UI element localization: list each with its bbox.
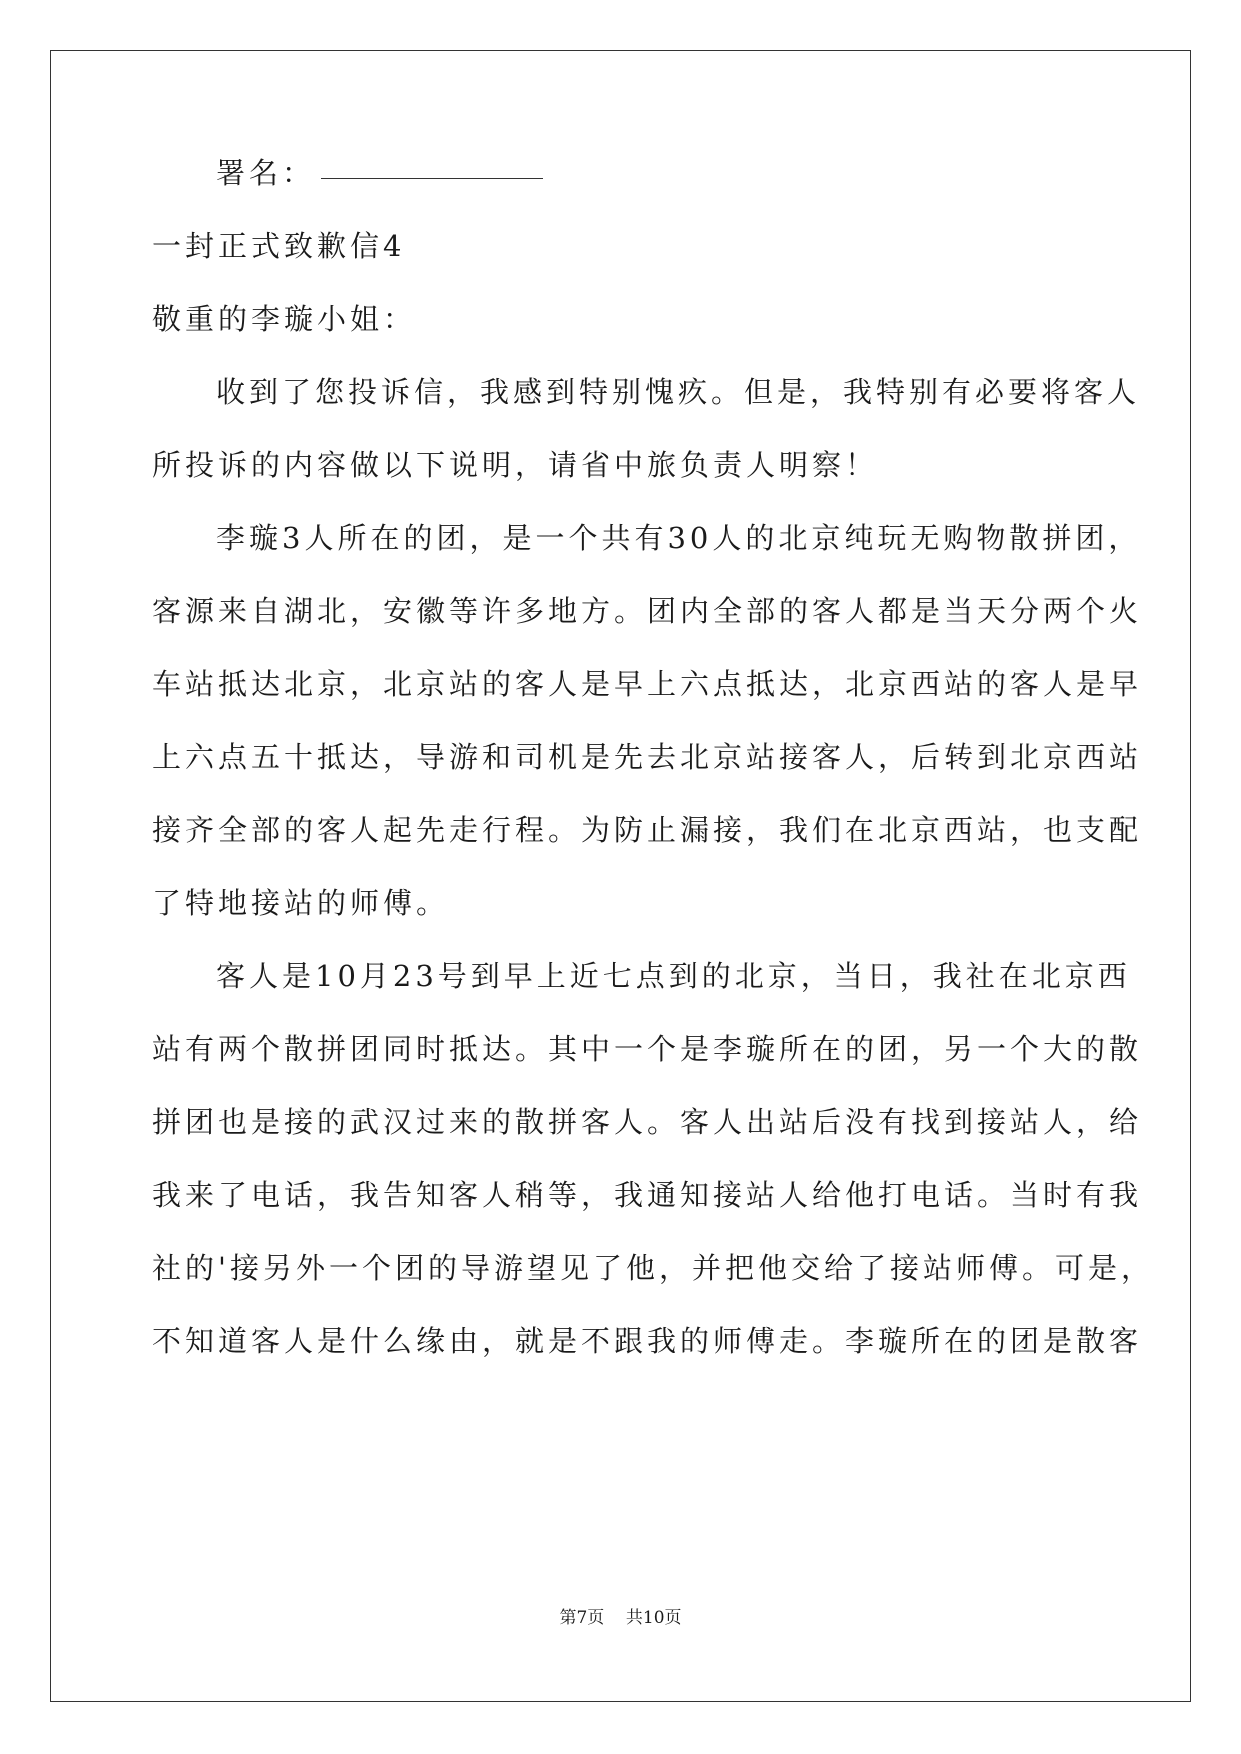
signature-label: 署名： xyxy=(216,156,316,190)
paragraph-line: 车站抵达北京，北京站的客人是早上六点抵达，北京西站的客人是早 xyxy=(152,667,1143,701)
paragraph-line: 客源来自湖北，安徽等许多地方。团内全部的客人都是当天分两个火 xyxy=(152,594,1143,628)
paragraph-line: 接齐全部的客人起先走行程。为防止漏接，我们在北京西站，也支配 xyxy=(152,813,1143,847)
page-border xyxy=(50,50,1191,1702)
signature-row xyxy=(216,153,543,193)
paragraph-line: 上六点五十抵达，导游和司机是先去北京站接客人，后转到北京西站 xyxy=(152,740,1143,774)
paragraph-line: 站有两个散拼团同时抵达。其中一个是李璇所在的团，另一个大的散 xyxy=(152,1032,1143,1066)
paragraph-line: 所投诉的内容做以下说明，请省中旅负责人明察！ xyxy=(152,448,879,482)
paragraph-line: 不知道客人是什么缘由，就是不跟我的师傅走。李璇所在的团是散客 xyxy=(152,1324,1143,1358)
signature-blank xyxy=(321,178,543,179)
paragraph-line: 社的'接另外一个团的导游望见了他，并把他交给了接站师傅。可是， xyxy=(152,1251,1154,1285)
letter-greeting: 敬重的李璇小姐： xyxy=(152,302,417,336)
paragraph-line: 李璇3人所在的团，是一个共有30人的北京纯玩无购物散拼团， xyxy=(216,521,1142,555)
paragraph-line: 了特地接站的师傅。 xyxy=(152,886,450,920)
page-number-footer: 第7页 共10页 xyxy=(559,1608,682,1628)
letter-title: 一封正式致歉信4 xyxy=(152,229,406,263)
paragraph-line: 客人是10月23号到早上近七点到的北京，当日，我社在北京西 xyxy=(216,959,1131,993)
paragraph-line: 我来了电话，我告知客人稍等，我通知接站人给他打电话。当时有我 xyxy=(152,1178,1143,1212)
paragraph-line: 收到了您投诉信，我感到特别愧疚。但是，我特别有必要将客人 xyxy=(216,375,1141,409)
paragraph-line: 拼团也是接的武汉过来的散拼客人。客人出站后没有找到接站人，给 xyxy=(152,1105,1143,1139)
